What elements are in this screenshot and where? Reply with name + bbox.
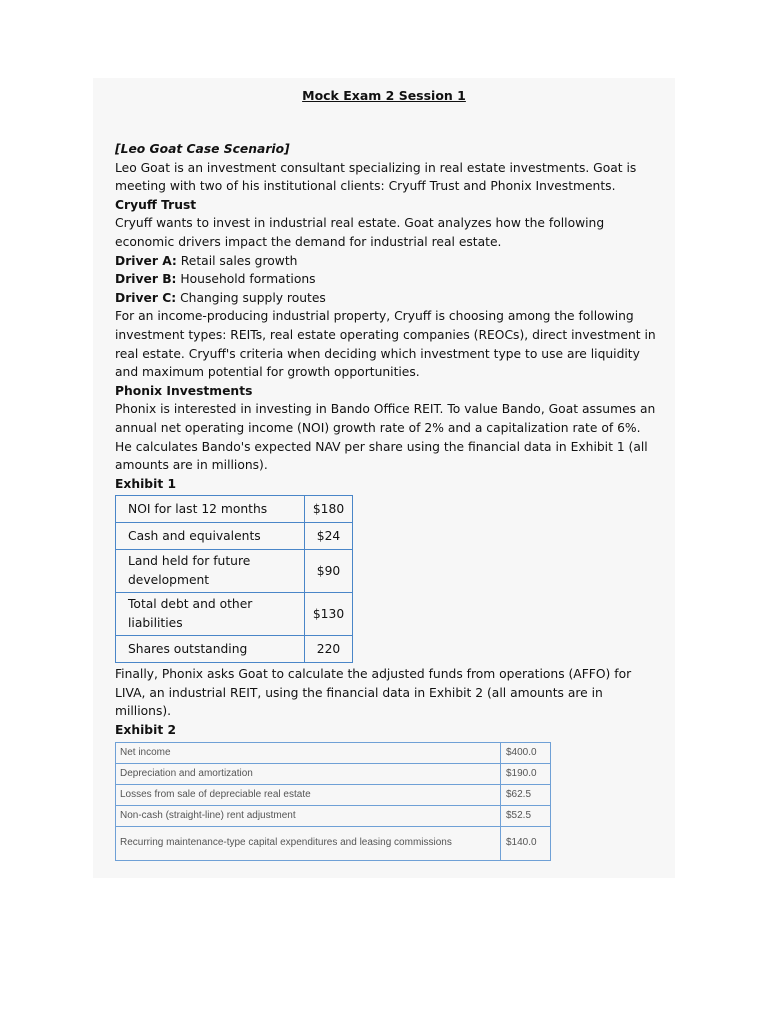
exhibit-1-heading: Exhibit 1 bbox=[115, 476, 177, 491]
row-value: $62.5 bbox=[501, 784, 551, 805]
driver-c bbox=[115, 289, 660, 308]
table-row bbox=[116, 496, 353, 523]
row-value: $190.0 bbox=[501, 763, 551, 784]
exhibit-2-table bbox=[115, 742, 551, 861]
driver-label: Driver B: bbox=[115, 272, 177, 287]
table-row bbox=[116, 742, 551, 763]
driver-text: Household formations bbox=[180, 272, 316, 287]
table-row bbox=[116, 550, 353, 593]
table-row bbox=[116, 826, 551, 860]
driver-text: Changing supply routes bbox=[180, 290, 326, 305]
row-label: Cash and equivalents bbox=[116, 523, 305, 550]
table-row bbox=[116, 805, 551, 826]
exhibit-1-table bbox=[115, 495, 353, 663]
row-label: Net income bbox=[116, 742, 501, 763]
row-label: Losses from sale of depreciable real estate bbox=[116, 784, 501, 805]
row-label: NOI for last 12 months bbox=[116, 496, 305, 523]
table-row bbox=[116, 784, 551, 805]
document-page bbox=[93, 78, 675, 878]
row-value: $24 bbox=[305, 523, 353, 550]
row-label: Depreciation and amortization bbox=[116, 763, 501, 784]
row-value: $140.0 bbox=[501, 826, 551, 860]
document-body bbox=[115, 140, 660, 861]
row-label: Total debt and other liabilities bbox=[116, 593, 305, 636]
cryuff-heading: Cryuff Trust bbox=[115, 197, 197, 212]
table-row bbox=[116, 593, 353, 636]
row-label: Recurring maintenance-type capital expenditures and leasing commissions bbox=[116, 826, 501, 860]
cryuff-choice-paragraph: For an income-producing industrial property, Cryuff is choosing among the following investment types: REITs, real estate operating companies (REOCs), direct investment in real estate. Cryuff's criteria when deciding which investment type to use are liquidity and maximum potential for growth opportunities. bbox=[115, 309, 656, 380]
row-value: 220 bbox=[305, 636, 353, 663]
table-row bbox=[116, 523, 353, 550]
phonix-paragraph: Phonix is interested in investing in Bando Office REIT. To value Bando, Goat assumes an annual net operating income (NOI) growth rate of 2% and a capitalization rate of 6%. He calculates Bando's expected NAV per share using the financial data in Exhibit 1 (all amounts are in millions). bbox=[115, 402, 656, 473]
finally-paragraph: Finally, Phonix asks Goat to calculate the adjusted funds from operations (AFFO) for LIVA, an industrial REIT, using the financial data in Exhibit 2 (all amounts are in millions). bbox=[115, 667, 632, 719]
row-value: $52.5 bbox=[501, 805, 551, 826]
intro-paragraph: Leo Goat is an investment consultant specializing in real estate investments. Goat is meeting with two of his institutional clients: Cryuff Trust and Phonix Investments. bbox=[115, 160, 637, 194]
table-row bbox=[116, 636, 353, 663]
row-label: Shares outstanding bbox=[116, 636, 305, 663]
row-value: $130 bbox=[305, 593, 353, 636]
exhibit-2-heading: Exhibit 2 bbox=[115, 723, 177, 738]
case-heading: [Leo Goat Case Scenario] bbox=[115, 142, 290, 156]
driver-label: Driver C: bbox=[115, 290, 177, 305]
table-row bbox=[116, 763, 551, 784]
row-value: $180 bbox=[305, 496, 353, 523]
driver-label: Driver A: bbox=[115, 253, 177, 268]
driver-a bbox=[115, 252, 660, 271]
driver-text: Retail sales growth bbox=[180, 253, 298, 268]
driver-b bbox=[115, 270, 660, 289]
row-value: $400.0 bbox=[501, 742, 551, 763]
phonix-heading: Phonix Investments bbox=[115, 383, 253, 398]
row-label: Non-cash (straight-line) rent adjustment bbox=[116, 805, 501, 826]
cryuff-paragraph: Cryuff wants to invest in industrial real estate. Goat analyzes how the following economic drivers impact the demand for industrial real estate. bbox=[115, 216, 605, 249]
row-label: Land held for future development bbox=[116, 550, 305, 593]
page-title: Mock Exam 2 Session 1 bbox=[302, 88, 466, 103]
row-value: $90 bbox=[305, 550, 353, 593]
